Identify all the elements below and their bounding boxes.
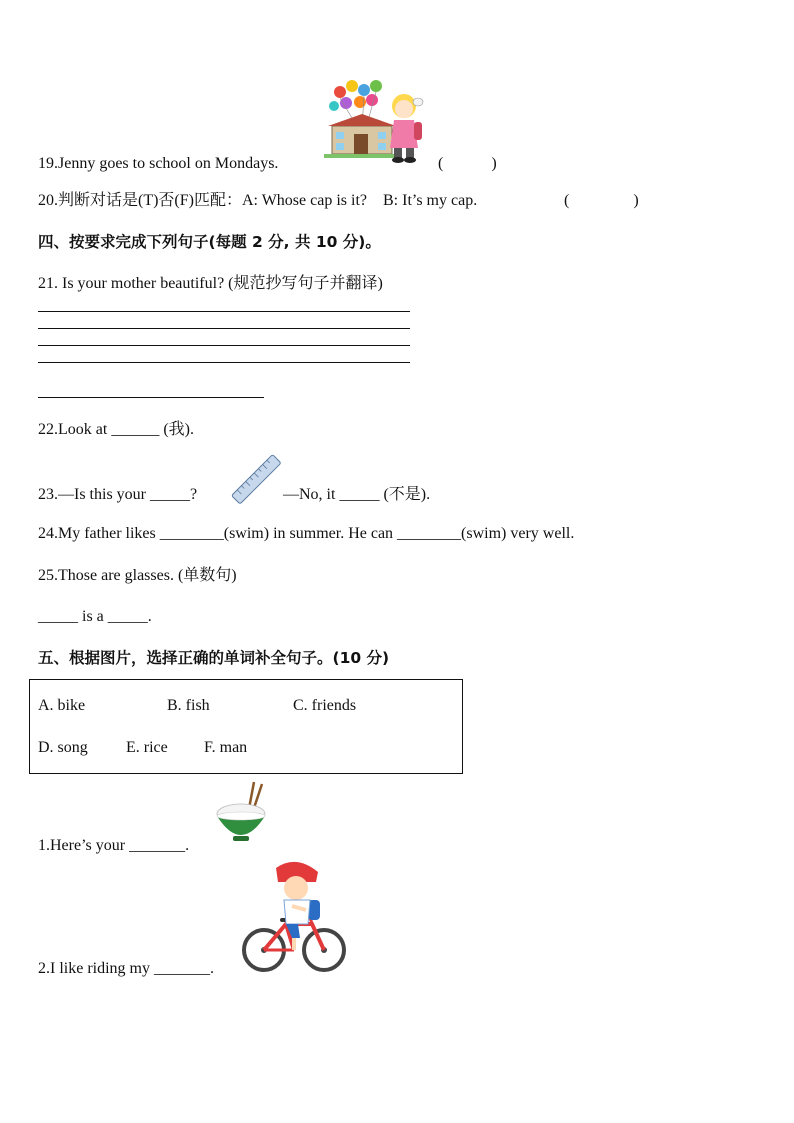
word-bank-box	[29, 679, 463, 774]
question-24: 24.My father likes ________(swim) in summer. He can ________(swim) very well.	[38, 525, 575, 542]
writing-line-4[interactable]	[38, 362, 410, 363]
question-23-part-a: 23.—Is this your _____?	[38, 486, 198, 503]
answer-bracket-20[interactable]: ( )	[564, 192, 639, 209]
option-c: C. friends	[293, 697, 357, 714]
question-20: 20.判断对话是(T)否(F)匹配：A: Whose cap is it? B: It’s my cap.	[38, 192, 478, 209]
option-d: D. song	[38, 739, 88, 756]
translation-line[interactable]	[38, 397, 264, 398]
question-22: 22.Look at ______ (我).	[38, 421, 194, 438]
writing-line-2[interactable]	[38, 328, 410, 329]
option-e: E. rice	[126, 739, 168, 756]
answer-bracket-19[interactable]: ( )	[438, 155, 497, 172]
option-b: B. fish	[167, 697, 210, 714]
question-25: 25.Those are glasses. (单数句)	[38, 567, 237, 584]
ruler-icon	[232, 456, 282, 504]
question-23-part-b: —No, it _____ (不是).	[283, 486, 431, 503]
question-19: 19.Jenny goes to school on Mondays.	[38, 155, 279, 172]
section-five-heading: 五、根据图片，选择正确的单词补全句子。(10 分)	[38, 649, 390, 667]
writing-line-3[interactable]	[38, 345, 410, 346]
option-a: A. bike	[38, 697, 86, 714]
question-five-1: 1.Here’s your _______.	[38, 837, 190, 854]
boy-riding-bike-icon	[242, 858, 346, 974]
writing-line-1[interactable]	[38, 311, 410, 312]
question-25-answer-line[interactable]: _____ is a _____.	[38, 608, 152, 625]
section-four-heading: 四、按要求完成下列句子(每题 2 分, 共 10 分)。	[38, 233, 381, 251]
girl-at-school-with-balloons-illustration	[322, 78, 432, 168]
question-21: 21. Is your mother beautiful? (规范抄写句子并翻译)	[38, 275, 383, 292]
rice-bowl-icon	[214, 780, 270, 846]
question-five-2: 2.I like riding my _______.	[38, 960, 214, 977]
option-f: F. man	[204, 739, 248, 756]
